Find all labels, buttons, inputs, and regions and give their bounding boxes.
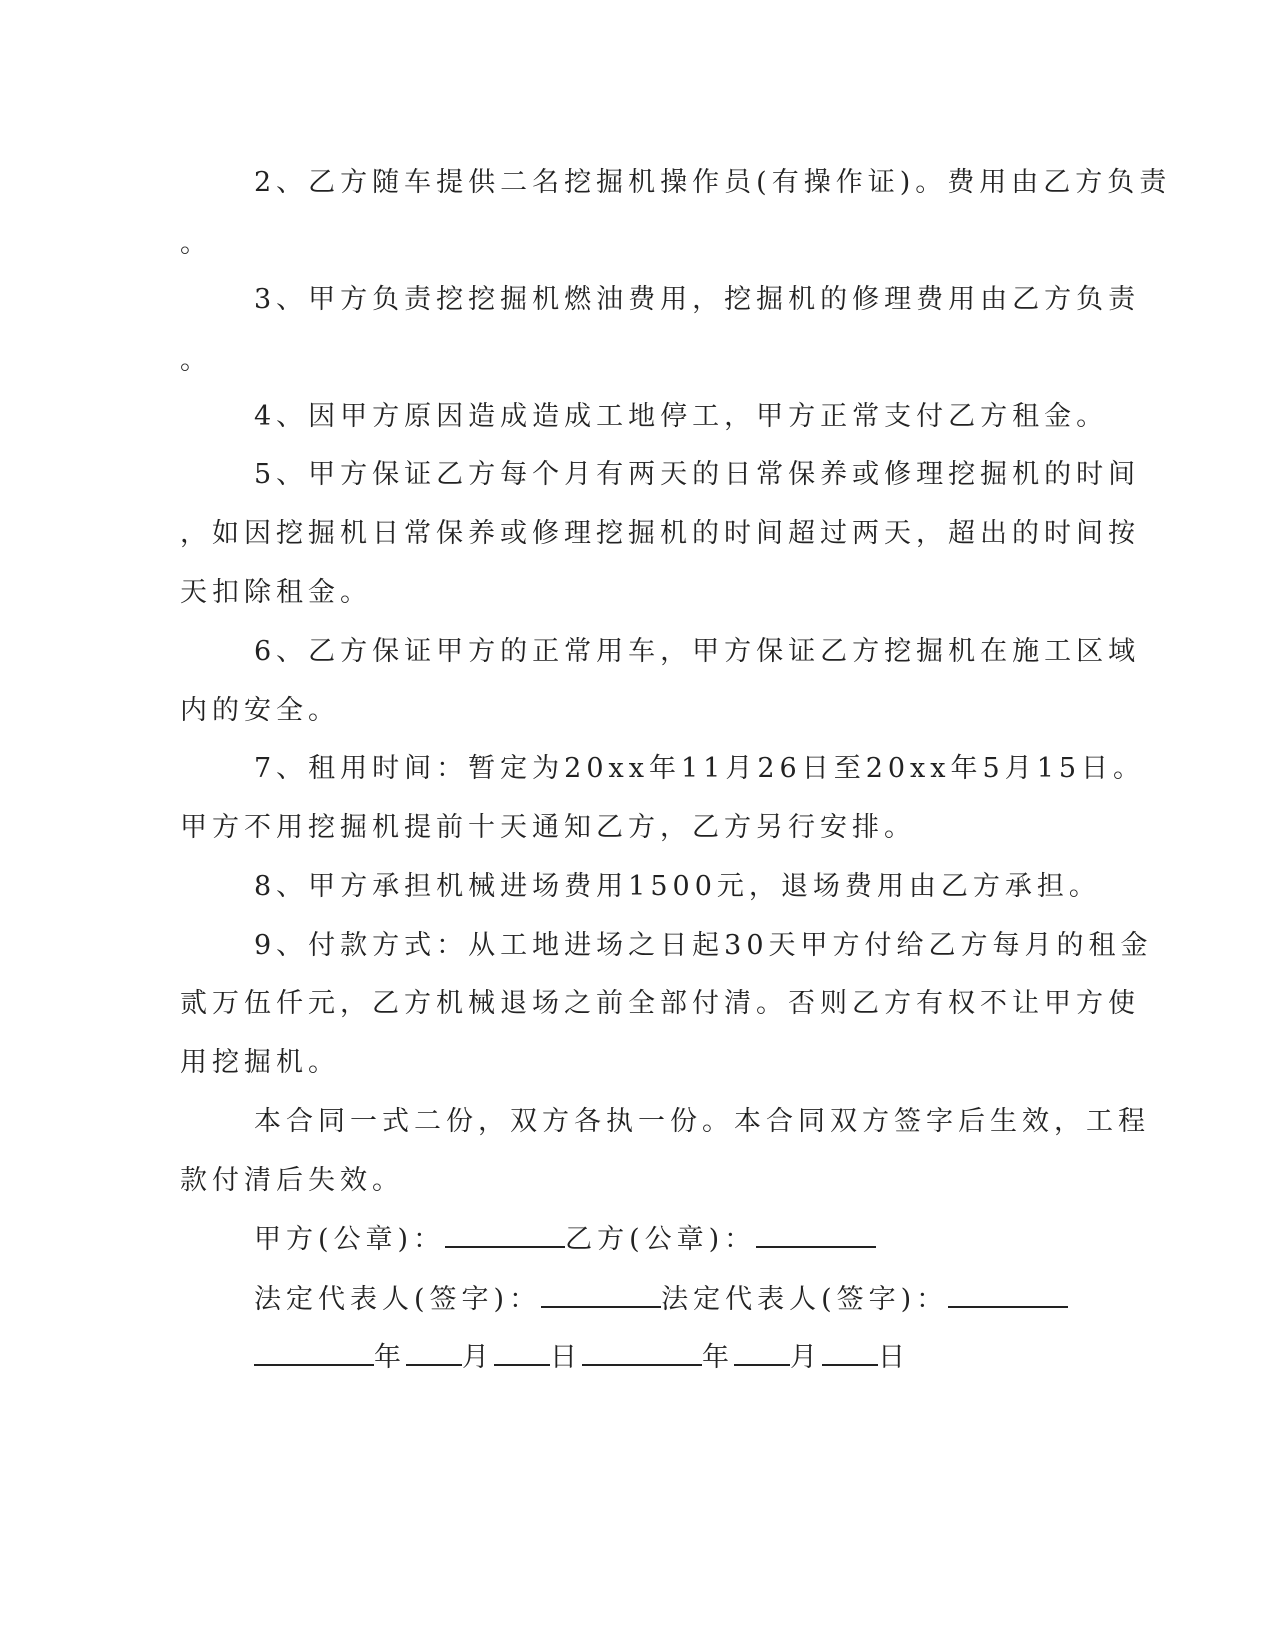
legal-rep-b-label: 法定代表人(签字)：	[661, 1284, 949, 1315]
clause-5-line-3: 天扣除租金。	[180, 577, 372, 608]
clause-3-line-1: 3、甲方负责挖挖掘机燃油费用，挖掘机的修理费用由乙方负责	[254, 284, 1141, 315]
clause-3-line-2: 。	[180, 345, 212, 376]
clause-4-line-1: 4、因甲方原因造成造成工地停工，甲方正常支付乙方租金。	[254, 401, 1109, 432]
clause-7-line-2: 甲方不用挖掘机提前十天通知乙方，乙方另行安排。	[180, 812, 916, 843]
party-a-seal-label: 甲方(公章)：	[254, 1224, 446, 1255]
closing-line-1: 本合同一式二份，双方各执一份。本合同双方签字后生效，工程	[254, 1106, 1150, 1137]
clause-9-line-3: 用挖掘机。	[180, 1047, 340, 1078]
date-b-month-blank[interactable]	[734, 1340, 790, 1366]
clause-7-line-1: 7、租用时间：暂定为20xx年11月26日至20xx年5月15日。	[254, 753, 1146, 784]
clause-9-line-2: 贰万伍仟元，乙方机械退场之前全部付清。否则乙方有权不让甲方使	[180, 988, 1140, 1019]
seal-line	[254, 1222, 876, 1258]
date-a-year-label: 年	[374, 1342, 406, 1373]
clause-9-line-1: 9、付款方式：从工地进场之日起30天甲方付给乙方每月的租金	[254, 930, 1153, 961]
party-a-seal-blank[interactable]	[445, 1222, 565, 1248]
date-b-month-label: 月	[790, 1342, 822, 1373]
date-a-month-blank[interactable]	[406, 1340, 462, 1366]
date-a-month-label: 月	[462, 1342, 494, 1373]
date-a-year-blank[interactable]	[254, 1340, 374, 1366]
date-line	[254, 1340, 910, 1376]
party-b-seal-label: 乙方(公章)：	[565, 1224, 757, 1255]
legal-rep-a-label: 法定代表人(签字)：	[254, 1284, 542, 1315]
legal-rep-b-blank[interactable]	[948, 1282, 1068, 1308]
legal-rep-line	[254, 1282, 1068, 1318]
date-b-year-blank[interactable]	[582, 1340, 702, 1366]
date-b-year-label: 年	[702, 1342, 734, 1373]
clause-6-line-2: 内的安全。	[180, 695, 340, 726]
date-a-day-label: 日	[550, 1342, 582, 1373]
clause-6-line-1: 6、乙方保证甲方的正常用车，甲方保证乙方挖掘机在施工区域	[254, 636, 1141, 667]
closing-line-2: 款付清后失效。	[180, 1165, 404, 1196]
clause-2-line-2: 。	[180, 228, 212, 259]
clause-5-line-1: 5、甲方保证乙方每个月有两天的日常保养或修理挖掘机的时间	[254, 459, 1141, 490]
clause-2-line-1: 2、乙方随车提供二名挖掘机操作员(有操作证)。费用由乙方负责	[254, 167, 1172, 198]
date-b-day-blank[interactable]	[822, 1340, 878, 1366]
party-b-seal-blank[interactable]	[756, 1222, 876, 1248]
date-a-day-blank[interactable]	[494, 1340, 550, 1366]
clause-8-line-1: 8、甲方承担机械进场费用1500元，退场费用由乙方承担。	[254, 871, 1101, 902]
date-b-day-label: 日	[878, 1342, 910, 1373]
clause-5-line-2: ，如因挖掘机日常保养或修理挖掘机的时间超过两天，超出的时间按	[180, 518, 1140, 549]
legal-rep-a-blank[interactable]	[541, 1282, 661, 1308]
